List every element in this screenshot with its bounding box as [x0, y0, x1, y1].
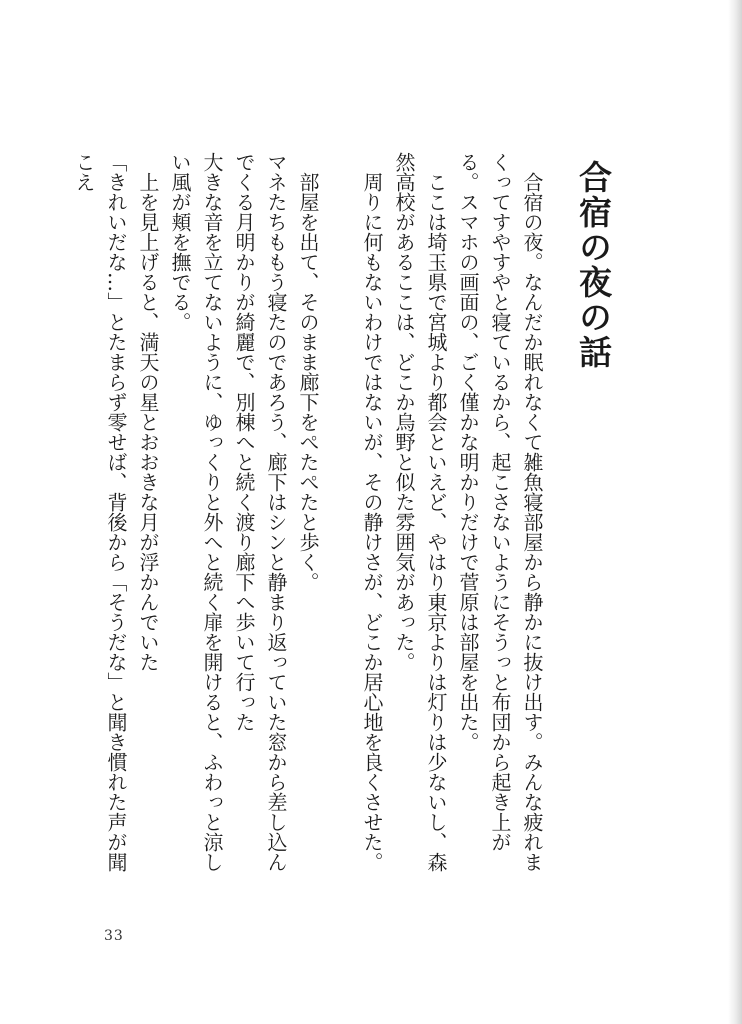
paragraph: 周りに何もないわけではないが、その静けさが、どこか居心地を良くさせた。 — [360, 172, 384, 872]
paragraph: マネたちももう寝たのであろう、廊下はシンと静まり返っていた窓から差し込んでくる月明かりが綺麗で、別棟へと続く渡り廊下へ歩いて行った — [232, 152, 288, 872]
paragraph-gap — [324, 152, 356, 880]
paragraph: 合宿の夜。なんだか眠れなくて雑魚寝部屋から静かに抜け出す。みんな疲れまくってすやすやと寝ているから、起こさないようにそうっと布団から起き上がる。スマホの画面の、ごく僅かな明かりだけで菅原は部屋を出た。 — [456, 152, 544, 872]
page-edge — [728, 0, 742, 1024]
paragraph: 大きな音を立てないように、ゆっくりと外へと続く扉を開けると、ふわっと涼しい風が頬を撫でる。 — [168, 152, 224, 872]
paragraph: 「きれいだな…」とたまらず零せば、背後から「そうだな」と聞き慣れた声が聞こえ — [72, 152, 128, 872]
page-number: 33 — [104, 928, 124, 944]
body-text — [72, 152, 548, 880]
paragraph: 上を見上げると、満天の星とおおきな月が浮かんでいた — [136, 172, 160, 672]
paragraph: ここは埼玉県で宮城より都会といえど、やはり東京よりは灯りは少ないし、森然高校があるここは、どこか烏野と似た雰囲気があった。 — [392, 152, 448, 872]
chapter-title: 合宿の夜の話 — [574, 160, 613, 370]
paragraph: 部屋を出て、そのまま廊下をぺたぺたと歩く。 — [296, 172, 320, 592]
